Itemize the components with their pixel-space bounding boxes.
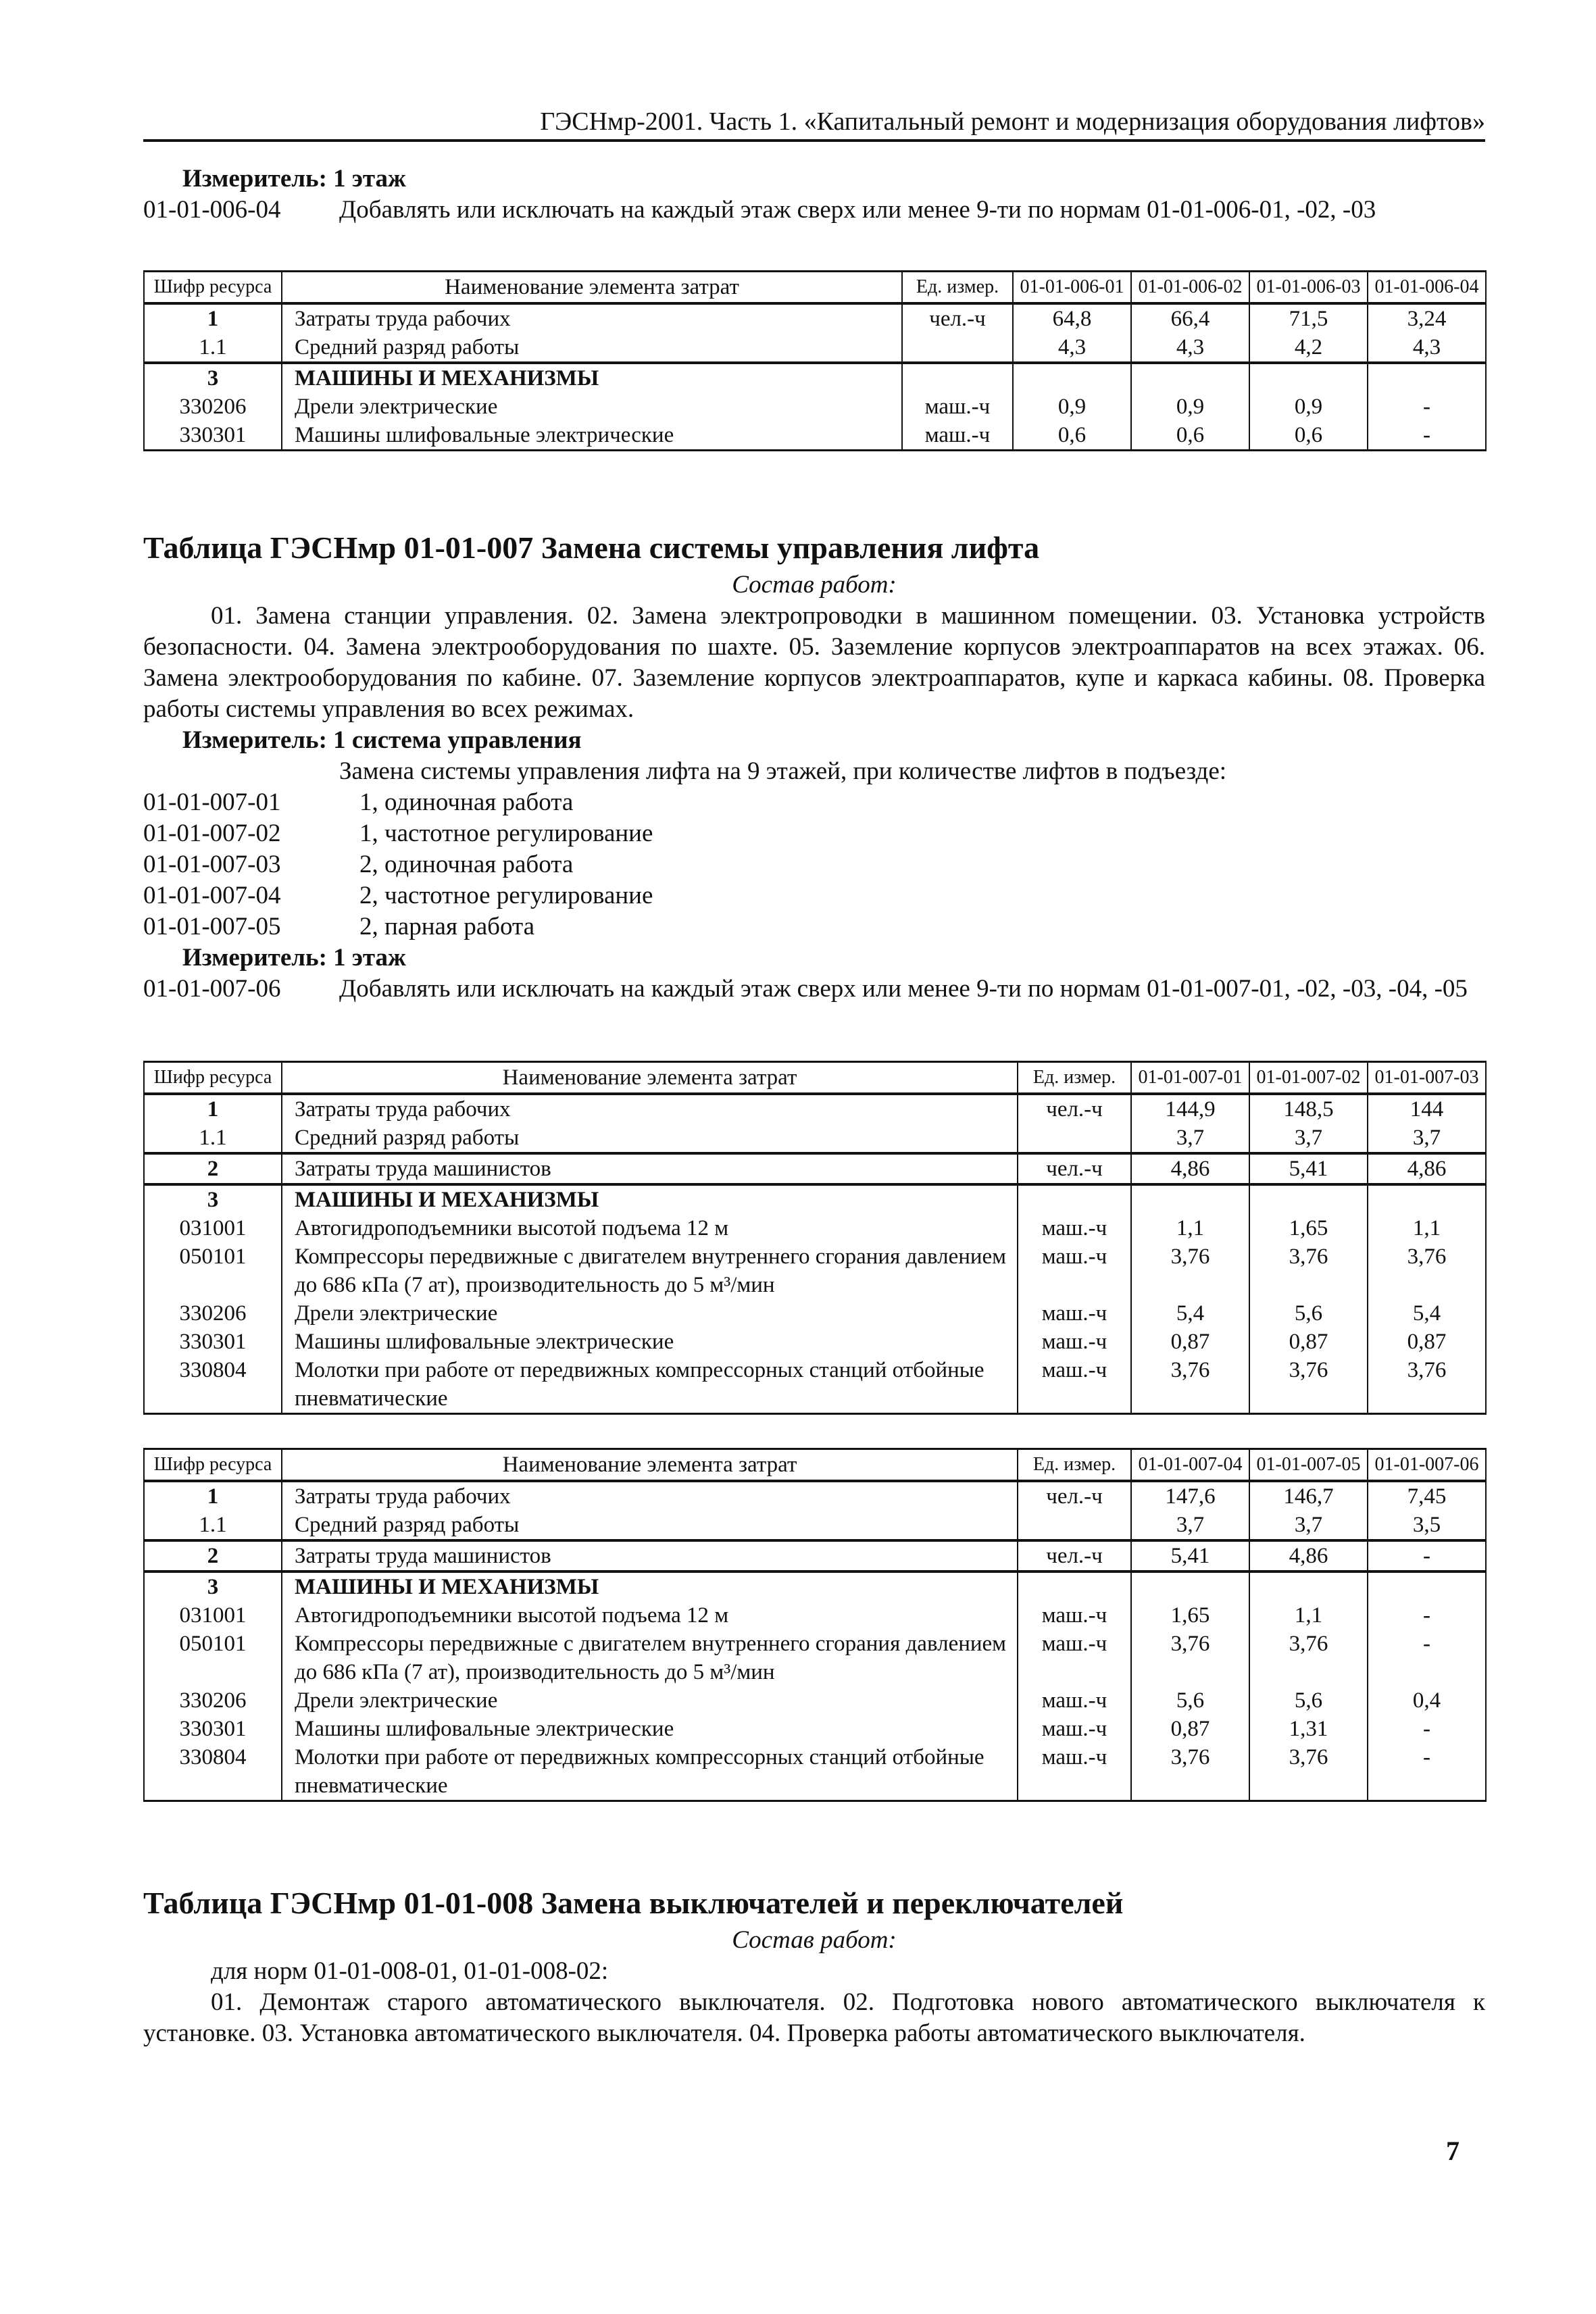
norm-value: 144,9 bbox=[1131, 1094, 1249, 1124]
norm-value: 3,76 bbox=[1131, 1356, 1249, 1414]
column-header: 01-01-007-04 bbox=[1131, 1449, 1249, 1482]
unit: маш.-ч bbox=[1018, 1715, 1131, 1743]
unit bbox=[1018, 1184, 1131, 1214]
norm-value: 1,65 bbox=[1131, 1601, 1249, 1630]
column-header: Шифр ресурса bbox=[144, 1062, 282, 1095]
page-number: 7 bbox=[1446, 2136, 1460, 2166]
norm-value: 3,76 bbox=[1249, 1743, 1368, 1801]
norm-value: 3,76 bbox=[1249, 1242, 1368, 1299]
unit bbox=[902, 333, 1013, 363]
measure-label: Измеритель: 1 этаж bbox=[182, 944, 406, 972]
norm-row bbox=[143, 818, 1485, 849]
norm-value: 3,7 bbox=[1249, 1124, 1368, 1153]
norm-text: Добавлять или исключать на каждый этаж сверх или менее 9-ти по нормам 01-01-006-01, -02, -03 bbox=[339, 196, 1376, 224]
resource-code: 050101 bbox=[144, 1242, 282, 1299]
norm-value: 64,8 bbox=[1013, 303, 1131, 333]
table-row bbox=[144, 1481, 1486, 1511]
norm-value bbox=[1368, 1184, 1486, 1214]
block-006-04 bbox=[143, 164, 1485, 226]
norm-value: 3,76 bbox=[1131, 1743, 1249, 1801]
cost-element-name: МАШИНЫ И МЕХАНИЗМЫ bbox=[282, 1571, 1018, 1601]
works-label: Состав работ: bbox=[732, 1926, 897, 1954]
norm-value: 1,65 bbox=[1249, 1214, 1368, 1242]
resource-code: 1.1 bbox=[144, 1511, 282, 1540]
norm-value: 3,7 bbox=[1131, 1511, 1249, 1540]
section-008 bbox=[143, 1885, 1485, 2049]
table-row bbox=[144, 1124, 1486, 1153]
unit bbox=[1018, 1124, 1131, 1153]
table-row bbox=[144, 363, 1486, 393]
column-header: Наименование элемента затрат bbox=[282, 1449, 1018, 1482]
cost-element-name: Дрели электрические bbox=[282, 1299, 1018, 1328]
norm-value: - bbox=[1368, 421, 1486, 451]
norm-row bbox=[143, 787, 1485, 818]
column-header: Ед. измер. bbox=[1018, 1062, 1131, 1095]
cost-element-name: Автогидроподъемники высотой подъема 12 м bbox=[282, 1601, 1018, 1630]
column-header: Ед. измер. bbox=[1018, 1449, 1131, 1482]
norm-value: 5,6 bbox=[1249, 1686, 1368, 1715]
norm-value: 0,87 bbox=[1131, 1328, 1249, 1356]
norm-value bbox=[1013, 363, 1131, 393]
resource-table-007-b bbox=[143, 1448, 1487, 1802]
row-group bbox=[144, 1153, 1486, 1184]
norms-list bbox=[143, 787, 1485, 942]
unit: маш.-ч bbox=[1018, 1356, 1131, 1414]
norm-value: 3,5 bbox=[1368, 1511, 1486, 1540]
unit: маш.-ч bbox=[1018, 1743, 1131, 1801]
unit: чел.-ч bbox=[1018, 1540, 1131, 1571]
norm-value: 0,6 bbox=[1013, 421, 1131, 451]
norm-value: 4,3 bbox=[1368, 333, 1486, 363]
unit bbox=[1018, 1511, 1131, 1540]
unit: маш.-ч bbox=[1018, 1242, 1131, 1299]
norm-value: - bbox=[1368, 393, 1486, 421]
unit: маш.-ч bbox=[1018, 1214, 1131, 1242]
norm-text: Добавлять или исключать на каждый этаж сверх или менее 9-ти по нормам 01-01-007-01, -02, -03, -04, -05 bbox=[339, 975, 1468, 1003]
table-header-row bbox=[144, 272, 1486, 304]
norm-value: 3,76 bbox=[1249, 1356, 1368, 1414]
norm-value: 1,1 bbox=[1368, 1214, 1486, 1242]
table-row bbox=[144, 1184, 1486, 1214]
table-row bbox=[144, 1743, 1486, 1801]
resource-code: 1 bbox=[144, 303, 282, 333]
row-group bbox=[144, 303, 1486, 363]
norm-value: 147,6 bbox=[1131, 1481, 1249, 1511]
norm-value: - bbox=[1368, 1715, 1486, 1743]
norm-value: 3,7 bbox=[1368, 1124, 1486, 1153]
column-header: 01-01-006-04 bbox=[1368, 272, 1486, 304]
table-row bbox=[144, 393, 1486, 421]
table-row bbox=[144, 1356, 1486, 1414]
norm-value: 146,7 bbox=[1249, 1481, 1368, 1511]
cost-element-name: МАШИНЫ И МЕХАНИЗМЫ bbox=[282, 363, 902, 393]
row-group bbox=[144, 363, 1486, 451]
resource-code: 1.1 bbox=[144, 333, 282, 363]
unit: маш.-ч bbox=[902, 421, 1013, 451]
column-header: Наименование элемента затрат bbox=[282, 272, 902, 304]
norms-intro: Замена системы управления лифта на 9 этажей, при количестве лифтов в подъезде: bbox=[339, 757, 1227, 785]
norm-value: 0,87 bbox=[1249, 1328, 1368, 1356]
norm-text: 1, частотное регулирование bbox=[359, 820, 653, 847]
norm-row bbox=[143, 880, 1485, 911]
norm-value: 7,45 bbox=[1368, 1481, 1486, 1511]
resource-code: 330206 bbox=[144, 393, 282, 421]
column-header: 01-01-007-02 bbox=[1249, 1062, 1368, 1095]
column-header: 01-01-007-05 bbox=[1249, 1449, 1368, 1482]
cost-element-name: Дрели электрические bbox=[282, 1686, 1018, 1715]
table-row bbox=[144, 1094, 1486, 1124]
resource-code: 330301 bbox=[144, 1715, 282, 1743]
row-group bbox=[144, 1094, 1486, 1153]
resource-code: 1.1 bbox=[144, 1124, 282, 1153]
resource-code: 031001 bbox=[144, 1214, 282, 1242]
norm-value: 5,4 bbox=[1131, 1299, 1249, 1328]
cost-element-name: Автогидроподъемники высотой подъема 12 м bbox=[282, 1214, 1018, 1242]
section-title: Таблица ГЭСНмр 01-01-008 Замена выключателей и переключателей bbox=[143, 1886, 1124, 1920]
works-text: 01. Замена станции управления. 02. Замена электропроводки в машинном помещении. 03. Установка устройств безопасности. 04. Замена электрооборудования по шахте. 05. Заземление корпусов электроаппаратов на всех этажах. 06. Замена электрооборудования по кабине. 07. Заземление корпусов электроаппаратов, купе и каркаса кабины. 08. Проверка работы системы управления во всех режимах. bbox=[143, 602, 1485, 723]
resource-code: 330804 bbox=[144, 1743, 282, 1801]
unit: чел.-ч bbox=[902, 303, 1013, 333]
column-header: 01-01-007-06 bbox=[1368, 1449, 1486, 1482]
norm-code: 01-01-007-04 bbox=[143, 882, 281, 909]
table-row bbox=[144, 1328, 1486, 1356]
resource-code: 330301 bbox=[144, 1328, 282, 1356]
norm-value bbox=[1368, 363, 1486, 393]
norm-code: 01-01-007-06 bbox=[143, 975, 281, 1003]
norm-value: - bbox=[1368, 1630, 1486, 1686]
cost-element-name: Компрессоры передвижные с двигателем внутреннего сгорания давлением до 686 кПа (7 ат), производительность до 5 м³/мин bbox=[282, 1630, 1018, 1686]
norm-value: - bbox=[1368, 1601, 1486, 1630]
norm-value bbox=[1249, 1571, 1368, 1601]
resource-code: 330206 bbox=[144, 1299, 282, 1328]
cost-element-name: Машины шлифовальные электрические bbox=[282, 1328, 1018, 1356]
resource-code: 050101 bbox=[144, 1630, 282, 1686]
norm-code: 01-01-007-02 bbox=[143, 820, 281, 847]
table-row bbox=[144, 1601, 1486, 1630]
measure-label: Измеритель: 1 система управления bbox=[182, 726, 582, 754]
norm-value: 4,2 bbox=[1249, 333, 1368, 363]
table-row bbox=[144, 1299, 1486, 1328]
resource-code: 2 bbox=[144, 1540, 282, 1571]
norm-row bbox=[143, 911, 1485, 942]
norm-value: 144 bbox=[1368, 1094, 1486, 1124]
cost-element-name: Компрессоры передвижные с двигателем внутреннего сгорания давлением до 686 кПа (7 ат), производительность до 5 м³/мин bbox=[282, 1242, 1018, 1299]
norm-text: 2, одиночная работа bbox=[359, 851, 574, 878]
resource-code: 1 bbox=[144, 1094, 282, 1124]
norm-text: 2, парная работа bbox=[359, 913, 535, 940]
norm-row bbox=[143, 195, 1485, 226]
column-header: 01-01-007-03 bbox=[1368, 1062, 1486, 1095]
norm-value: 5,41 bbox=[1131, 1540, 1249, 1571]
column-header: 01-01-006-02 bbox=[1131, 272, 1249, 304]
cost-element-name: Молотки при работе от передвижных компрессорных станций отбойные пневматические bbox=[282, 1356, 1018, 1414]
resource-code: 2 bbox=[144, 1153, 282, 1184]
resource-table-006 bbox=[143, 270, 1487, 451]
norm-value: 5,41 bbox=[1249, 1153, 1368, 1184]
row-group bbox=[144, 1481, 1486, 1540]
norm-value bbox=[1368, 1571, 1486, 1601]
norm-value: 0,9 bbox=[1131, 393, 1249, 421]
unit: маш.-ч bbox=[1018, 1328, 1131, 1356]
norm-value: - bbox=[1368, 1540, 1486, 1571]
resource-code: 1 bbox=[144, 1481, 282, 1511]
column-header: 01-01-006-03 bbox=[1249, 272, 1368, 304]
cost-element-name: Дрели электрические bbox=[282, 393, 902, 421]
table-header-row bbox=[144, 1062, 1486, 1095]
norm-value: 5,6 bbox=[1249, 1299, 1368, 1328]
table-row bbox=[144, 1242, 1486, 1299]
column-header: Шифр ресурса bbox=[144, 1449, 282, 1482]
table-row bbox=[144, 1214, 1486, 1242]
norm-text: 1, одиночная работа bbox=[359, 788, 574, 816]
norm-value: 0,87 bbox=[1131, 1715, 1249, 1743]
norm-value: 3,7 bbox=[1131, 1124, 1249, 1153]
norm-code: 01-01-007-03 bbox=[143, 851, 281, 878]
table-row bbox=[144, 333, 1486, 363]
row-group bbox=[144, 1540, 1486, 1571]
unit: маш.-ч bbox=[1018, 1601, 1131, 1630]
norm-row bbox=[143, 974, 1485, 1005]
cost-element-name: Затраты труда машинистов bbox=[282, 1540, 1018, 1571]
norm-value: 4,3 bbox=[1013, 333, 1131, 363]
norm-value bbox=[1131, 1571, 1249, 1601]
norm-value: 0,87 bbox=[1368, 1328, 1486, 1356]
cost-element-name: Затраты труда рабочих bbox=[282, 1094, 1018, 1124]
norm-value: 4,86 bbox=[1131, 1153, 1249, 1184]
unit: маш.-ч bbox=[1018, 1630, 1131, 1686]
measure-label: Измеритель: 1 этаж bbox=[182, 165, 406, 193]
column-header: Наименование элемента затрат bbox=[282, 1062, 1018, 1095]
cost-element-name: Машины шлифовальные электрические bbox=[282, 421, 902, 451]
running-header: ГЭСНмр-2001. Часть 1. «Капитальный ремонт и модернизация оборудования лифтов» bbox=[540, 107, 1485, 136]
norm-value: 0,4 bbox=[1368, 1686, 1486, 1715]
table-row bbox=[144, 1715, 1486, 1743]
norm-value: - bbox=[1368, 1743, 1486, 1801]
norm-value: 4,86 bbox=[1249, 1540, 1368, 1571]
norm-value: 4,86 bbox=[1368, 1153, 1486, 1184]
norm-code: 01-01-006-04 bbox=[143, 196, 281, 224]
norm-value: 3,76 bbox=[1131, 1242, 1249, 1299]
norm-value: 1,1 bbox=[1249, 1601, 1368, 1630]
norm-value bbox=[1131, 1184, 1249, 1214]
resource-code: 031001 bbox=[144, 1601, 282, 1630]
cost-element-name: Затраты труда рабочих bbox=[282, 1481, 1018, 1511]
table-header-row bbox=[144, 1449, 1486, 1482]
norm-text: 2, частотное регулирование bbox=[359, 882, 653, 909]
cost-element-name: Средний разряд работы bbox=[282, 333, 902, 363]
resource-code: 330301 bbox=[144, 421, 282, 451]
resource-code: 3 bbox=[144, 1571, 282, 1601]
table-row bbox=[144, 1686, 1486, 1715]
cost-element-name: Молотки при работе от передвижных компрессорных станций отбойные пневматические bbox=[282, 1743, 1018, 1801]
norm-value: 3,76 bbox=[1131, 1630, 1249, 1686]
norm-value: 3,76 bbox=[1249, 1630, 1368, 1686]
resource-table-007-a bbox=[143, 1061, 1487, 1415]
unit: маш.-ч bbox=[1018, 1686, 1131, 1715]
cost-element-name: Затраты труда рабочих bbox=[282, 303, 902, 333]
norm-value: 0,9 bbox=[1249, 393, 1368, 421]
norm-value: 5,6 bbox=[1131, 1686, 1249, 1715]
column-header: Ед. измер. bbox=[902, 272, 1013, 304]
unit: чел.-ч bbox=[1018, 1481, 1131, 1511]
table-row bbox=[144, 1511, 1486, 1540]
unit: маш.-ч bbox=[902, 393, 1013, 421]
resource-code: 330804 bbox=[144, 1356, 282, 1414]
section-007 bbox=[143, 530, 1485, 1005]
norm-row bbox=[143, 849, 1485, 880]
unit bbox=[902, 363, 1013, 393]
header-divider bbox=[143, 139, 1485, 142]
resource-code: 3 bbox=[144, 363, 282, 393]
norm-value: 1,1 bbox=[1131, 1214, 1249, 1242]
norm-value: 148,5 bbox=[1249, 1094, 1368, 1124]
resource-code: 330206 bbox=[144, 1686, 282, 1715]
column-header: 01-01-006-01 bbox=[1013, 272, 1131, 304]
norm-value: 0,9 bbox=[1013, 393, 1131, 421]
norm-value: 66,4 bbox=[1131, 303, 1249, 333]
norm-value: 5,4 bbox=[1368, 1299, 1486, 1328]
table-row bbox=[144, 1630, 1486, 1686]
table-row bbox=[144, 1540, 1486, 1571]
norm-value bbox=[1131, 363, 1249, 393]
resource-code: 3 bbox=[144, 1184, 282, 1214]
column-header: 01-01-007-01 bbox=[1131, 1062, 1249, 1095]
norm-value: 3,7 bbox=[1249, 1511, 1368, 1540]
norm-value: 3,24 bbox=[1368, 303, 1486, 333]
unit: маш.-ч bbox=[1018, 1299, 1131, 1328]
table-row bbox=[144, 1571, 1486, 1601]
norm-value bbox=[1249, 1184, 1368, 1214]
table-row bbox=[144, 303, 1486, 333]
unit bbox=[1018, 1571, 1131, 1601]
unit: чел.-ч bbox=[1018, 1153, 1131, 1184]
row-group bbox=[144, 1571, 1486, 1801]
works-text: 01. Демонтаж старого автоматического выключателя. 02. Подготовка нового автоматического выключателя к установке. 03. Установка автоматического выключателя. 04. Проверка работы автоматического выключателя. bbox=[143, 1988, 1485, 2047]
table-row bbox=[144, 1153, 1486, 1184]
cost-element-name: Средний разряд работы bbox=[282, 1124, 1018, 1153]
cost-element-name: МАШИНЫ И МЕХАНИЗМЫ bbox=[282, 1184, 1018, 1214]
norm-code: 01-01-007-05 bbox=[143, 913, 281, 940]
norm-value: 3,76 bbox=[1368, 1242, 1486, 1299]
norm-value: 0,6 bbox=[1249, 421, 1368, 451]
norm-code: 01-01-007-01 bbox=[143, 788, 281, 816]
column-header: Шифр ресурса bbox=[144, 272, 282, 304]
unit: чел.-ч bbox=[1018, 1094, 1131, 1124]
norm-value: 1,31 bbox=[1249, 1715, 1368, 1743]
for-norms: для норм 01-01-008-01, 01-01-008-02: bbox=[211, 1957, 609, 1985]
norm-value: 4,3 bbox=[1131, 333, 1249, 363]
cost-element-name: Машины шлифовальные электрические bbox=[282, 1715, 1018, 1743]
table-row bbox=[144, 421, 1486, 451]
section-title: Таблица ГЭСНмр 01-01-007 Замена системы управления лифта bbox=[143, 530, 1040, 565]
cost-element-name: Средний разряд работы bbox=[282, 1511, 1018, 1540]
row-group bbox=[144, 1184, 1486, 1414]
norm-value bbox=[1249, 363, 1368, 393]
norm-value: 0,6 bbox=[1131, 421, 1249, 451]
norm-value: 3,76 bbox=[1368, 1356, 1486, 1414]
works-label: Состав работ: bbox=[732, 571, 897, 599]
norm-value: 71,5 bbox=[1249, 303, 1368, 333]
cost-element-name: Затраты труда машинистов bbox=[282, 1153, 1018, 1184]
